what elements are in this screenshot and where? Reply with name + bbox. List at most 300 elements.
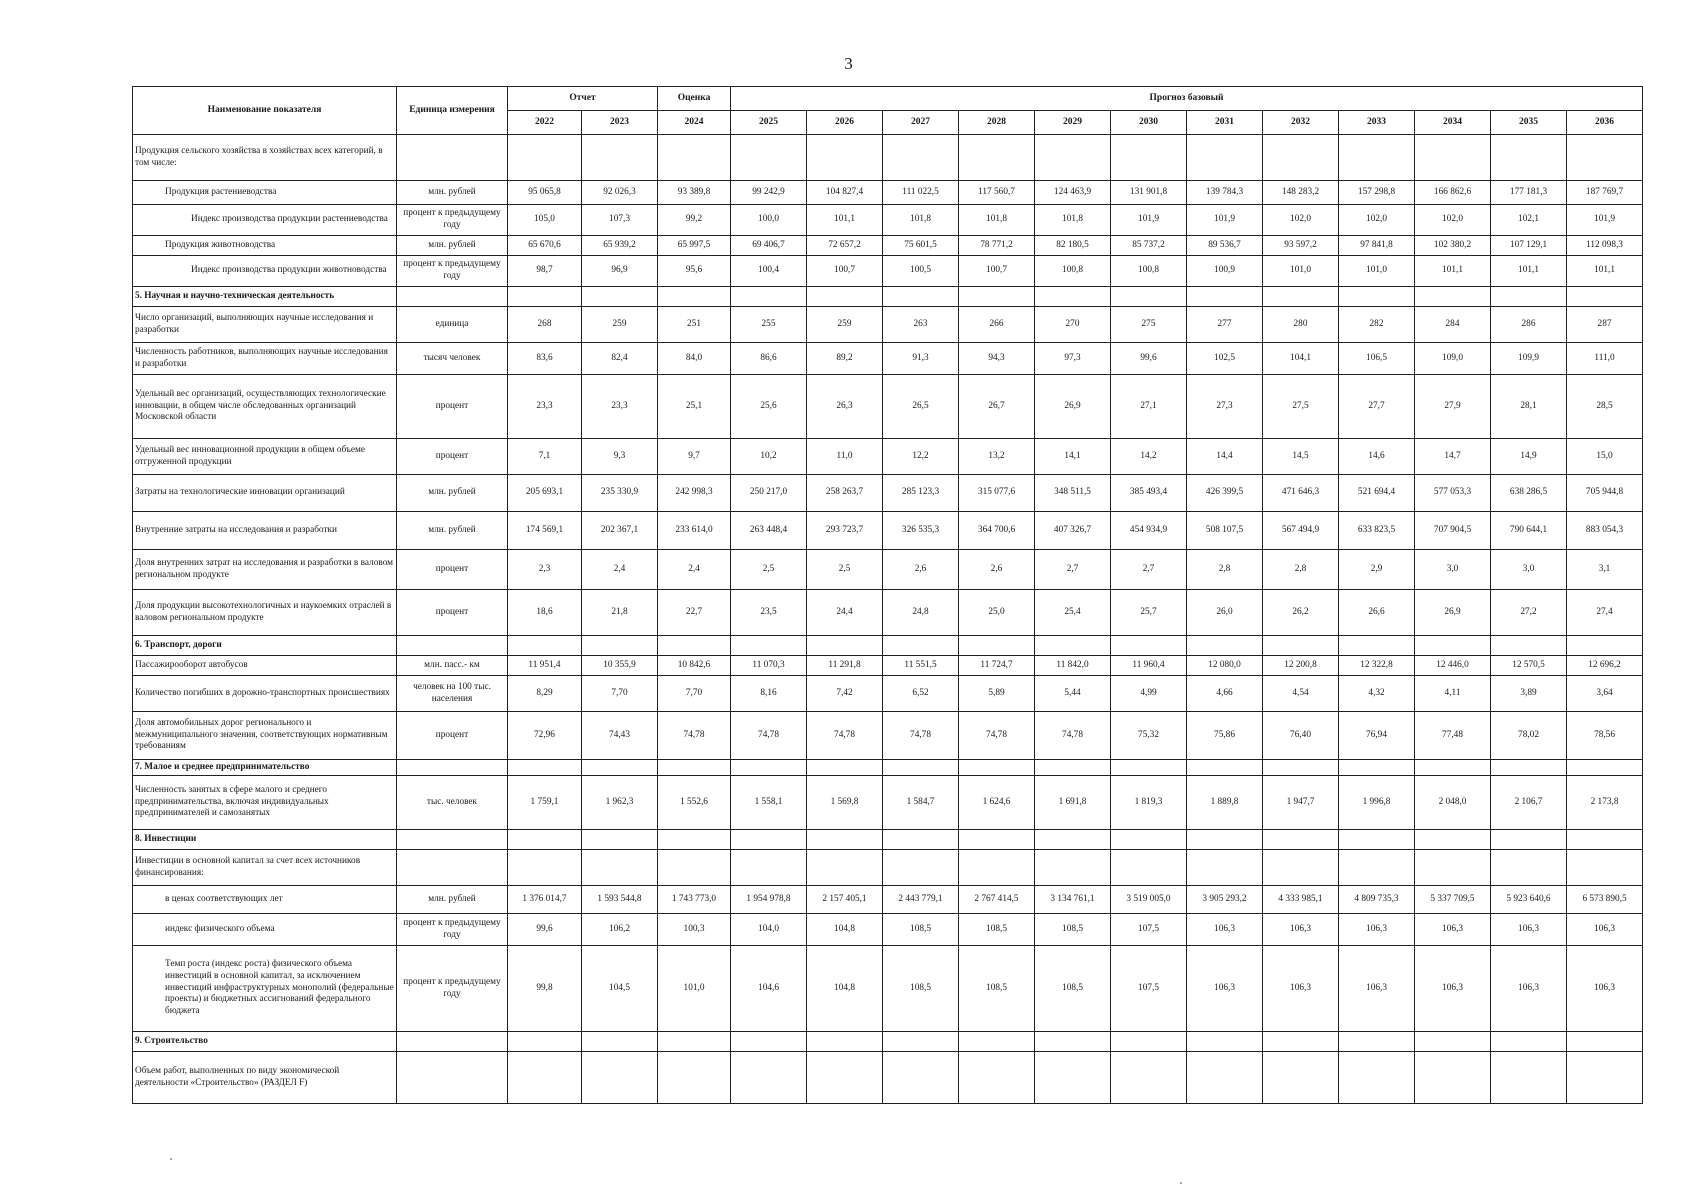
value-cell: 100,7 (959, 256, 1035, 287)
value-cell: 4,54 (1263, 676, 1339, 712)
section-row (133, 760, 1643, 776)
value-cell: 11 070,3 (731, 656, 807, 676)
value-cell: 3,0 (1491, 550, 1567, 590)
value-cell (582, 1052, 658, 1104)
value-cell (1263, 1052, 1339, 1104)
value-cell: 5 923 640,6 (1491, 886, 1567, 914)
value-cell: 101,0 (1339, 256, 1415, 287)
value-cell: 99 242,9 (731, 181, 807, 205)
value-cell: 101,0 (1263, 256, 1339, 287)
year-header: 2034 (1415, 111, 1491, 135)
empty-cell (1491, 1032, 1567, 1052)
value-cell: 157 298,8 (1339, 181, 1415, 205)
value-cell (508, 850, 582, 886)
value-cell: 102,0 (1339, 205, 1415, 236)
value-cell: 102 380,2 (1415, 236, 1491, 256)
empty-cell (1415, 636, 1491, 656)
scan-speck (170, 1158, 172, 1160)
empty-cell (397, 1032, 508, 1052)
value-cell: 250 217,0 (731, 475, 807, 512)
value-cell: 266 (959, 307, 1035, 343)
empty-cell (731, 1032, 807, 1052)
value-cell: 25,0 (959, 590, 1035, 636)
value-cell: 21,8 (582, 590, 658, 636)
value-cell: 407 326,7 (1035, 512, 1111, 550)
value-cell: 275 (1111, 307, 1187, 343)
value-cell: 1 996,8 (1339, 776, 1415, 830)
value-cell: 104,8 (807, 946, 883, 1032)
value-cell: 26,5 (883, 375, 959, 439)
value-cell: 567 494,9 (1263, 512, 1339, 550)
indicator-name: Инвестиции в основной капитал за счет всех источников финансирования: (133, 850, 397, 886)
value-cell: 101,9 (1111, 205, 1187, 236)
empty-cell (959, 830, 1035, 850)
value-cell: 108,5 (959, 946, 1035, 1032)
table-row (133, 135, 1643, 181)
value-cell: 18,6 (508, 590, 582, 636)
empty-cell (582, 287, 658, 307)
value-cell: 108,5 (1035, 914, 1111, 946)
value-cell: 3 519 005,0 (1111, 886, 1187, 914)
year-header: 2035 (1491, 111, 1567, 135)
value-cell: 106,2 (582, 914, 658, 946)
value-cell: 106,3 (1187, 914, 1263, 946)
value-cell: 27,1 (1111, 375, 1187, 439)
value-cell: 326 535,3 (883, 512, 959, 550)
year-header: 2027 (883, 111, 959, 135)
value-cell: 258 263,7 (807, 475, 883, 512)
indicator-name: Продукция животноводства (133, 236, 397, 256)
indicator-name: Продукция сельского хозяйства в хозяйствах всех категорий, в том числе: (133, 135, 397, 181)
empty-cell (1111, 760, 1187, 776)
value-cell: 11 551,5 (883, 656, 959, 676)
value-cell (959, 1052, 1035, 1104)
value-cell: 315 077,6 (959, 475, 1035, 512)
value-cell: 106,3 (1491, 914, 1567, 946)
value-cell (959, 850, 1035, 886)
value-cell: 98,7 (508, 256, 582, 287)
value-cell: 11 724,7 (959, 656, 1035, 676)
value-cell: 14,1 (1035, 439, 1111, 475)
value-cell: 74,43 (582, 712, 658, 760)
value-cell: 286 (1491, 307, 1567, 343)
value-cell: 83,6 (508, 343, 582, 375)
value-cell: 106,3 (1339, 946, 1415, 1032)
value-cell: 89,2 (807, 343, 883, 375)
value-cell: 26,9 (1035, 375, 1111, 439)
value-cell: 101,9 (1187, 205, 1263, 236)
value-cell: 107,5 (1111, 946, 1187, 1032)
value-cell: 13,2 (959, 439, 1035, 475)
value-cell (1491, 850, 1567, 886)
value-cell: 131 901,8 (1111, 181, 1187, 205)
empty-cell (807, 760, 883, 776)
value-cell: 8,29 (508, 676, 582, 712)
value-cell: 65 997,5 (658, 236, 731, 256)
value-cell (658, 1052, 731, 1104)
value-cell: 1 962,3 (582, 776, 658, 830)
empty-cell (1035, 1032, 1111, 1052)
value-cell: 6 573 890,5 (1567, 886, 1643, 914)
value-cell: 471 646,3 (1263, 475, 1339, 512)
value-cell: 235 330,9 (582, 475, 658, 512)
value-cell: 1 947,7 (1263, 776, 1339, 830)
value-cell: 65 939,2 (582, 236, 658, 256)
empty-cell (1491, 830, 1567, 850)
table-row (133, 850, 1643, 886)
empty-cell (582, 636, 658, 656)
indicator-name: индекс физического объема (133, 914, 397, 946)
value-cell: 74,78 (1035, 712, 1111, 760)
year-header: 2023 (582, 111, 658, 135)
value-cell: 27,7 (1339, 375, 1415, 439)
value-cell: 72 657,2 (807, 236, 883, 256)
table-row (133, 307, 1643, 343)
value-cell (1187, 135, 1263, 181)
unit-cell: человек на 100 тыс. населения (397, 676, 508, 712)
value-cell: 23,3 (508, 375, 582, 439)
value-cell: 72,96 (508, 712, 582, 760)
value-cell: 75,86 (1187, 712, 1263, 760)
value-cell: 100,8 (1035, 256, 1111, 287)
value-cell (1187, 1052, 1263, 1104)
value-cell: 251 (658, 307, 731, 343)
empty-cell (807, 830, 883, 850)
value-cell (1263, 135, 1339, 181)
unit-cell: млн. рублей (397, 886, 508, 914)
value-cell (1415, 135, 1491, 181)
empty-cell (1187, 830, 1263, 850)
table-row (133, 712, 1643, 760)
value-cell: 2 443 779,1 (883, 886, 959, 914)
value-cell: 27,2 (1491, 590, 1567, 636)
empty-cell (959, 1032, 1035, 1052)
empty-cell (508, 830, 582, 850)
value-cell: 4,11 (1415, 676, 1491, 712)
empty-cell (883, 760, 959, 776)
empty-cell (959, 287, 1035, 307)
empty-cell (397, 287, 508, 307)
value-cell: 94,3 (959, 343, 1035, 375)
value-cell: 287 (1567, 307, 1643, 343)
value-cell (1567, 850, 1643, 886)
forecast-indicators-table (132, 86, 1643, 1104)
value-cell: 100,0 (731, 205, 807, 236)
value-cell: 1 624,6 (959, 776, 1035, 830)
value-cell: 259 (807, 307, 883, 343)
empty-cell (1415, 760, 1491, 776)
value-cell: 2,5 (807, 550, 883, 590)
unit-cell (397, 135, 508, 181)
unit-cell: процент к предыдущему году (397, 205, 508, 236)
value-cell: 108,5 (883, 914, 959, 946)
value-cell: 104,0 (731, 914, 807, 946)
value-cell (883, 850, 959, 886)
value-cell: 97,3 (1035, 343, 1111, 375)
empty-cell (1111, 830, 1187, 850)
value-cell: 26,7 (959, 375, 1035, 439)
value-cell: 75 601,5 (883, 236, 959, 256)
value-cell: 104 827,4 (807, 181, 883, 205)
value-cell: 89 536,7 (1187, 236, 1263, 256)
table-row (133, 886, 1643, 914)
section-row (133, 287, 1643, 307)
value-cell: 26,3 (807, 375, 883, 439)
value-cell: 95 065,8 (508, 181, 582, 205)
empty-cell (1567, 636, 1643, 656)
value-cell: 280 (1263, 307, 1339, 343)
unit-cell: процент к предыдущему году (397, 946, 508, 1032)
value-cell (508, 1052, 582, 1104)
unit-cell: млн. рублей (397, 512, 508, 550)
unit-cell: тыс. человек (397, 776, 508, 830)
value-cell: 93 389,8 (658, 181, 731, 205)
section-title: 8. Инвестиции (133, 830, 397, 850)
empty-cell (1187, 760, 1263, 776)
table-row (133, 656, 1643, 676)
value-cell: 1 691,8 (1035, 776, 1111, 830)
value-cell: 12 696,2 (1567, 656, 1643, 676)
value-cell: 28,5 (1567, 375, 1643, 439)
empty-cell (582, 830, 658, 850)
value-cell: 101,1 (1491, 256, 1567, 287)
value-cell: 106,3 (1567, 914, 1643, 946)
value-cell: 259 (582, 307, 658, 343)
value-cell: 242 998,3 (658, 475, 731, 512)
value-cell: 104,6 (731, 946, 807, 1032)
value-cell: 100,4 (731, 256, 807, 287)
value-cell: 69 406,7 (731, 236, 807, 256)
indicator-name: Затраты на технологические инновации организаций (133, 475, 397, 512)
unit-cell: процент (397, 712, 508, 760)
value-cell (883, 135, 959, 181)
value-cell: 107,5 (1111, 914, 1187, 946)
value-cell: 205 693,1 (508, 475, 582, 512)
value-cell (1339, 1052, 1415, 1104)
empty-cell (1415, 830, 1491, 850)
value-cell: 12 200,8 (1263, 656, 1339, 676)
value-cell: 8,16 (731, 676, 807, 712)
value-cell: 3,89 (1491, 676, 1567, 712)
value-cell: 106,3 (1567, 946, 1643, 1032)
value-cell: 177 181,3 (1491, 181, 1567, 205)
indicator-name: Количество погибших в дорожно-транспортных происшествиях (133, 676, 397, 712)
indicator-name: Доля внутренних затрат на исследования и разработки в валовом региональном продукте (133, 550, 397, 590)
empty-cell (1111, 287, 1187, 307)
value-cell: 27,9 (1415, 375, 1491, 439)
value-cell: 633 823,5 (1339, 512, 1415, 550)
value-cell: 2 173,8 (1567, 776, 1643, 830)
value-cell: 10,2 (731, 439, 807, 475)
value-cell: 74,78 (807, 712, 883, 760)
value-cell: 24,4 (807, 590, 883, 636)
value-cell: 385 493,4 (1111, 475, 1187, 512)
empty-cell (807, 636, 883, 656)
year-header: 2036 (1567, 111, 1643, 135)
value-cell (1491, 135, 1567, 181)
value-cell: 105,0 (508, 205, 582, 236)
value-cell (658, 850, 731, 886)
empty-cell (1187, 1032, 1263, 1052)
value-cell: 5,89 (959, 676, 1035, 712)
empty-cell (1111, 1032, 1187, 1052)
value-cell: 15,0 (1567, 439, 1643, 475)
value-cell: 11 291,8 (807, 656, 883, 676)
value-cell: 4,99 (1111, 676, 1187, 712)
value-cell: 3,64 (1567, 676, 1643, 712)
empty-cell (1263, 287, 1339, 307)
empty-cell (508, 287, 582, 307)
year-header: 2031 (1187, 111, 1263, 135)
value-cell: 1 569,8 (807, 776, 883, 830)
value-cell: 12 080,0 (1187, 656, 1263, 676)
value-cell: 268 (508, 307, 582, 343)
value-cell: 4,32 (1339, 676, 1415, 712)
empty-cell (1567, 287, 1643, 307)
empty-cell (1187, 287, 1263, 307)
value-cell (508, 135, 582, 181)
value-cell: 1 954 978,8 (731, 886, 807, 914)
group-header-estimate: Оценка (658, 87, 731, 111)
value-cell: 1 584,7 (883, 776, 959, 830)
empty-cell (1567, 830, 1643, 850)
value-cell: 117 560,7 (959, 181, 1035, 205)
value-cell: 75,32 (1111, 712, 1187, 760)
indicator-name: Внутренние затраты на исследования и разработки (133, 512, 397, 550)
value-cell: 11,0 (807, 439, 883, 475)
value-cell: 101,9 (1567, 205, 1643, 236)
section-title: 9. Строительство (133, 1032, 397, 1052)
header-row-groups (133, 87, 1643, 111)
value-cell: 27,4 (1567, 590, 1643, 636)
year-header: 2030 (1111, 111, 1187, 135)
value-cell: 1 819,3 (1111, 776, 1187, 830)
value-cell: 25,6 (731, 375, 807, 439)
value-cell: 277 (1187, 307, 1263, 343)
value-cell: 10 842,6 (658, 656, 731, 676)
value-cell: 14,7 (1415, 439, 1491, 475)
unit-cell (397, 850, 508, 886)
empty-cell (397, 636, 508, 656)
value-cell (1567, 135, 1643, 181)
value-cell: 104,8 (807, 914, 883, 946)
value-cell: 255 (731, 307, 807, 343)
value-cell: 102,0 (1415, 205, 1491, 236)
empty-cell (883, 636, 959, 656)
value-cell: 99,6 (1111, 343, 1187, 375)
value-cell: 106,5 (1339, 343, 1415, 375)
empty-cell (1491, 636, 1567, 656)
empty-cell (1035, 760, 1111, 776)
value-cell (1111, 135, 1187, 181)
value-cell (1491, 1052, 1567, 1104)
value-cell: 101,8 (1035, 205, 1111, 236)
value-cell: 76,40 (1263, 712, 1339, 760)
value-cell: 12,2 (883, 439, 959, 475)
empty-cell (1339, 1032, 1415, 1052)
value-cell: 23,5 (731, 590, 807, 636)
value-cell: 2 157 405,1 (807, 886, 883, 914)
unit-cell: млн. пасс.- км (397, 656, 508, 676)
empty-cell (1415, 287, 1491, 307)
indicator-name: Индекс производства продукции животноводства (133, 256, 397, 287)
value-cell: 11 842,0 (1035, 656, 1111, 676)
value-cell: 96,9 (582, 256, 658, 287)
indicator-name: в ценах соответствующих лет (133, 886, 397, 914)
value-cell: 82,4 (582, 343, 658, 375)
empty-cell (731, 636, 807, 656)
value-cell: 284 (1415, 307, 1491, 343)
value-cell: 74,78 (731, 712, 807, 760)
value-cell (582, 850, 658, 886)
value-cell: 106,3 (1415, 946, 1491, 1032)
section-title: 6. Транспорт, дороги (133, 636, 397, 656)
value-cell: 2,5 (731, 550, 807, 590)
value-cell: 2 767 414,5 (959, 886, 1035, 914)
value-cell: 111,0 (1567, 343, 1643, 375)
table-row (133, 1052, 1643, 1104)
value-cell: 28,1 (1491, 375, 1567, 439)
value-cell (1187, 850, 1263, 886)
value-cell: 25,1 (658, 375, 731, 439)
value-cell: 101,1 (1415, 256, 1491, 287)
value-cell: 270 (1035, 307, 1111, 343)
empty-cell (1035, 636, 1111, 656)
value-cell: 1 889,8 (1187, 776, 1263, 830)
unit-cell: процент к предыдущему году (397, 256, 508, 287)
value-cell: 285 123,3 (883, 475, 959, 512)
year-header: 2029 (1035, 111, 1111, 135)
empty-cell (508, 1032, 582, 1052)
value-cell: 11 960,4 (1111, 656, 1187, 676)
value-cell: 7,42 (807, 676, 883, 712)
value-cell: 74,78 (883, 712, 959, 760)
year-header: 2025 (731, 111, 807, 135)
empty-cell (731, 830, 807, 850)
year-header: 2026 (807, 111, 883, 135)
year-header: 2033 (1339, 111, 1415, 135)
value-cell: 2,7 (1035, 550, 1111, 590)
value-cell: 93 597,2 (1263, 236, 1339, 256)
empty-cell (807, 287, 883, 307)
value-cell: 102,0 (1263, 205, 1339, 236)
value-cell: 148 283,2 (1263, 181, 1339, 205)
value-cell: 12 570,5 (1491, 656, 1567, 676)
value-cell: 100,7 (807, 256, 883, 287)
value-cell: 101,1 (807, 205, 883, 236)
value-cell (1339, 135, 1415, 181)
value-cell (1035, 850, 1111, 886)
value-cell: 9,3 (582, 439, 658, 475)
value-cell (1035, 135, 1111, 181)
value-cell: 7,70 (658, 676, 731, 712)
value-cell: 76,94 (1339, 712, 1415, 760)
value-cell: 108,5 (883, 946, 959, 1032)
value-cell: 293 723,7 (807, 512, 883, 550)
empty-cell (1187, 636, 1263, 656)
value-cell: 100,9 (1187, 256, 1263, 287)
value-cell: 106,3 (1187, 946, 1263, 1032)
value-cell: 14,6 (1339, 439, 1415, 475)
value-cell: 24,8 (883, 590, 959, 636)
value-cell (582, 135, 658, 181)
unit-cell (397, 1052, 508, 1104)
year-header: 2022 (508, 111, 582, 135)
unit-cell: млн. рублей (397, 236, 508, 256)
empty-cell (397, 760, 508, 776)
value-cell: 9,7 (658, 439, 731, 475)
value-cell: 883 054,3 (1567, 512, 1643, 550)
